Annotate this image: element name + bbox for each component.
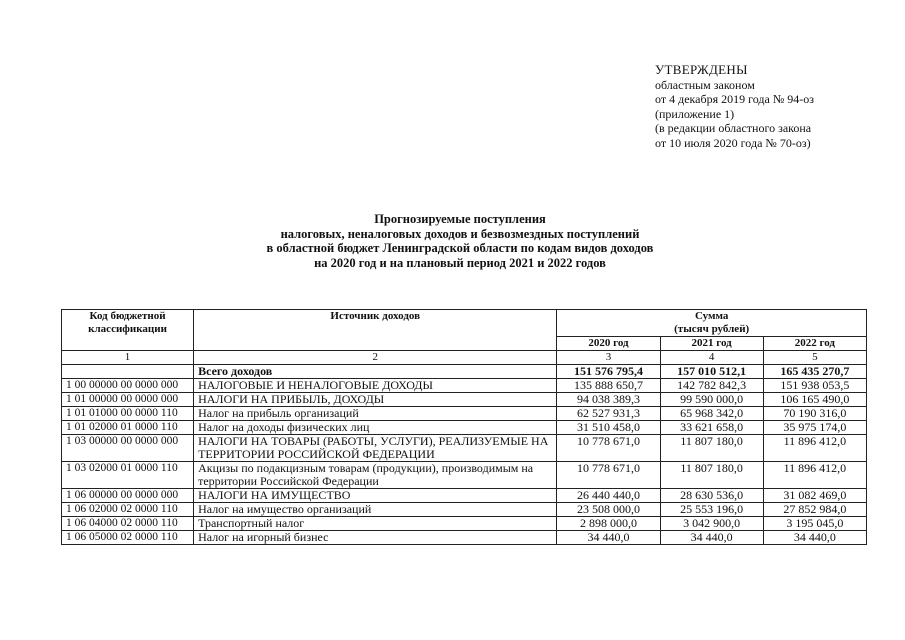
approval-block [655, 63, 814, 151]
row-value-2020: 94 038 389,3 [557, 393, 660, 407]
column-index: 2 [194, 351, 557, 365]
table-row [62, 379, 867, 393]
approval-line: от 4 декабря 2019 года № 94-оз [655, 92, 815, 107]
row-code: 1 06 05000 02 0000 110 [62, 531, 194, 545]
row-value-2021: 34 440,0 [660, 531, 763, 545]
table-row [62, 393, 867, 407]
table-row [62, 421, 867, 435]
row-value-2020: 31 510 458,0 [557, 421, 660, 435]
approval-heading: УТВЕРЖДЕНЫ [655, 62, 748, 77]
header-sum-label: Сумма [694, 310, 729, 322]
title-line: в областной бюджет Ленинградской области по кодам видов доходов [266, 241, 654, 255]
revenue-table [61, 309, 867, 545]
header-source: Источник доходов [194, 310, 557, 351]
document-title [180, 212, 740, 270]
row-value-2020: 62 527 931,3 [557, 407, 660, 421]
table-row [62, 517, 867, 531]
approval-line: (в редакции областного закона [655, 121, 812, 136]
row-code: 1 01 02000 01 0000 110 [62, 421, 194, 435]
row-value-2022: 35 975 174,0 [763, 421, 866, 435]
row-name: Налог на доходы физических лиц [194, 421, 557, 435]
row-name: Налог на прибыль организаций [194, 407, 557, 421]
row-value-2020: 26 440 440,0 [557, 489, 660, 503]
row-value-2021: 65 968 342,0 [660, 407, 763, 421]
row-value-2021: 25 553 196,0 [660, 503, 763, 517]
row-value-2022: 31 082 469,0 [763, 489, 866, 503]
row-name: Акцизы по подакцизным товарам (продукции), производимым на территории Российской Федерации [194, 462, 557, 489]
row-code: 1 06 00000 00 0000 000 [62, 489, 194, 503]
row-value-2020: 23 508 000,0 [557, 503, 660, 517]
header-sum-unit: (тысяч рублей) [674, 323, 750, 335]
row-code: 1 06 04000 02 0000 110 [62, 517, 194, 531]
row-value-2022: 151 938 053,5 [763, 379, 866, 393]
header-year-2022: 2022 год [763, 337, 866, 351]
row-value-2021: 11 807 180,0 [660, 435, 763, 462]
row-value-2021: 157 010 512,1 [660, 365, 763, 379]
row-value-2021: 3 042 900,0 [660, 517, 763, 531]
table-row [62, 531, 867, 545]
row-code: 1 03 00000 00 0000 000 [62, 435, 194, 462]
row-value-2022: 106 165 490,0 [763, 393, 866, 407]
column-index: 3 [557, 351, 660, 365]
row-value-2022: 70 190 316,0 [763, 407, 866, 421]
row-name: НАЛОГИ НА ИМУЩЕСТВО [194, 489, 557, 503]
header-year-2020: 2020 год [557, 337, 660, 351]
title-line: налоговых, неналоговых доходов и безвозмездных поступлений [280, 226, 640, 241]
table-row [62, 503, 867, 517]
row-value-2022: 27 852 984,0 [763, 503, 866, 517]
row-code: 1 01 01000 00 0000 110 [62, 407, 194, 421]
row-name: НАЛОГИ НА ТОВАРЫ (РАБОТЫ, УСЛУГИ), РЕАЛИЗУЕМЫЕ НА ТЕРРИТОРИИ РОССИЙСКОЙ ФЕДЕРАЦИИ [194, 435, 557, 462]
row-code [62, 365, 194, 379]
row-name: Налог на имущество организаций [194, 503, 557, 517]
approval-line: от 10 июля 2020 года № 70-оз) [655, 135, 811, 150]
row-value-2021: 33 621 658,0 [660, 421, 763, 435]
row-value-2022: 3 195 045,0 [763, 517, 866, 531]
table-row [62, 407, 867, 421]
row-value-2020: 151 576 795,4 [557, 365, 660, 379]
approval-line: (приложение 1) [655, 106, 735, 121]
row-value-2021: 28 630 536,0 [660, 489, 763, 503]
row-code: 1 01 00000 00 0000 000 [62, 393, 194, 407]
table-row [62, 462, 867, 489]
header-year-2021: 2021 год [660, 337, 763, 351]
row-code: 1 06 02000 02 0000 110 [62, 503, 194, 517]
row-value-2021: 142 782 842,3 [660, 379, 763, 393]
column-index: 1 [62, 351, 194, 365]
row-value-2021: 99 590 000,0 [660, 393, 763, 407]
row-value-2022: 11 896 412,0 [763, 462, 866, 489]
table-row [62, 489, 867, 503]
column-index: 5 [763, 351, 866, 365]
row-value-2020: 34 440,0 [557, 531, 660, 545]
row-name: Налог на игорный бизнес [194, 531, 557, 545]
row-value-2022: 165 435 270,7 [763, 365, 866, 379]
column-index: 4 [660, 351, 763, 365]
row-name: НАЛОГИ НА ПРИБЫЛЬ, ДОХОДЫ [194, 393, 557, 407]
title-line: Прогнозируемые поступления [374, 212, 546, 226]
row-name: Транспортный налог [194, 517, 557, 531]
row-code: 1 00 00000 00 0000 000 [62, 379, 194, 393]
row-value-2020: 135 888 650,7 [557, 379, 660, 393]
row-name: Всего доходов [194, 365, 557, 379]
row-code: 1 03 02000 01 0000 110 [62, 462, 194, 489]
table-row [62, 435, 867, 462]
row-value-2020: 2 898 000,0 [557, 517, 660, 531]
row-value-2022: 11 896 412,0 [763, 435, 866, 462]
row-value-2022: 34 440,0 [763, 531, 866, 545]
row-value-2020: 10 778 671,0 [557, 435, 660, 462]
header-sum [557, 310, 867, 337]
row-value-2021: 11 807 180,0 [660, 462, 763, 489]
approval-line: областным законом [655, 77, 755, 92]
row-value-2020: 10 778 671,0 [557, 462, 660, 489]
table-row-total [62, 365, 867, 379]
header-code: Код бюджетной классификации [62, 310, 194, 351]
title-line: на 2020 год и на плановый период 2021 и 2022 годов [314, 255, 606, 270]
row-name: НАЛОГОВЫЕ И НЕНАЛОГОВЫЕ ДОХОДЫ [194, 379, 557, 393]
